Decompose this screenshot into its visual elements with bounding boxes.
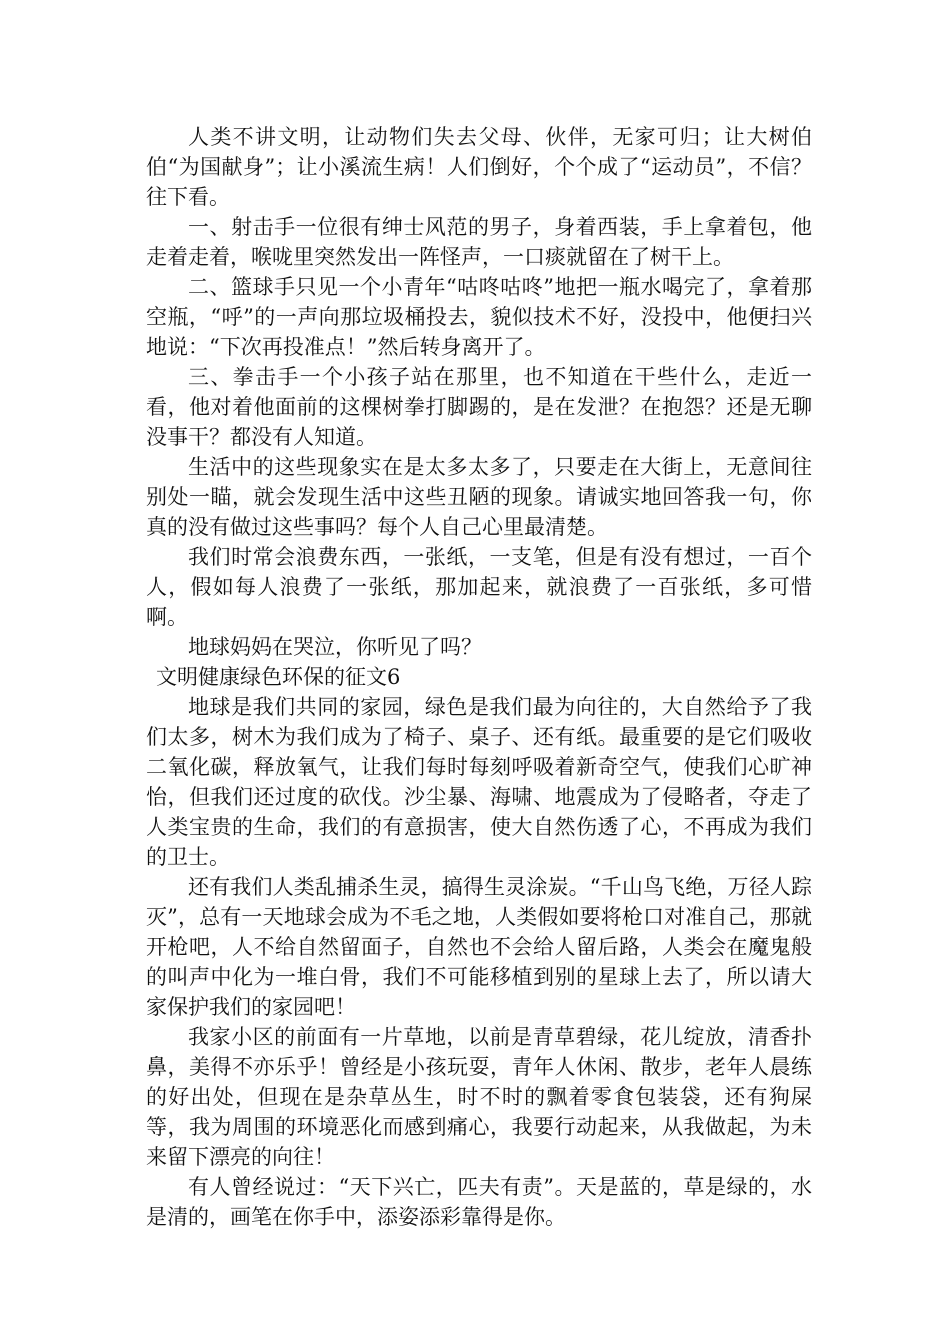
section-heading: 文明健康绿色环保的征文6 [156, 665, 401, 689]
paragraph: 地球妈妈在哭泣，你听见了吗？ [188, 635, 482, 659]
paragraph: 一、射击手一位很有绅士风范的男子，身着西装，手上拿着包，他走着走着，喉咙里突然发出一阵怪声，一口痰就留在了树干上。 [146, 215, 812, 269]
paragraph: 二、篮球手只见一个小青年“咕咚咕咚”地把一瓶水喝完了，拿着那空瓶，“呼”的一声向那垃圾桶投去，貌似技术不好，没投中，他便扫兴地说：“下次再投准点！”然后转身离开了。 [146, 275, 812, 359]
paragraph: 有人曾经说过：“天下兴亡，匹夫有责”。天是蓝的，草是绿的，水是清的，画笔在你手中，添姿添彩靠得是你。 [146, 1175, 812, 1229]
paragraph: 地球是我们共同的家园，绿色是我们最为向往的，大自然给予了我们太多，树木为我们成为了椅子、桌子、还有纸。最重要的是它们吸收二氧化碳，释放氧气，让我们每时每刻呼吸着新奇空气，使我们心旷神怡，但我们还过度的砍伐。沙尘暴、海啸、地震成为了侵略者，夺走了人类宝贵的生命，我们的有意损害，使大自然伤透了心，不再成为我们的卫士。 [146, 695, 812, 869]
paragraph: 三、拳击手一个小孩子站在那里，也不知道在干些什么，走近一看，他对着他面前的这棵树拳打脚踢的，是在发泄？在抱怨？还是无聊没事干？都没有人知道。 [146, 365, 812, 449]
paragraph: 生活中的这些现象实在是太多太多了，只要走在大街上，无意间往别处一瞄，就会发现生活中这些丑陋的现象。请诚实地回答我一句，你真的没有做过这些事吗？每个人自己心里最清楚。 [146, 455, 812, 539]
paragraph: 人类不讲文明，让动物们失去父母、伙伴，无家可归；让大树伯伯“为国献身”；让小溪流生病！人们倒好，个个成了“运动员”，不信？往下看。 [146, 125, 812, 209]
paragraph: 我家小区的前面有一片草地，以前是青草碧绿，花儿绽放，清香扑鼻，美得不亦乐乎！曾经是小孩玩耍，青年人休闲、散步，老年人晨练的好出处，但现在是杂草丛生，时不时的飘着零食包装袋，还有狗屎等，我为周围的环境恶化而感到痛心，我要行动起来，从我做起，为未来留下漂亮的向往！ [146, 1025, 812, 1169]
paragraph: 我们时常会浪费东西，一张纸，一支笔，但是有没有想过，一百个人，假如每人浪费了一张纸，那加起来，就浪费了一百张纸，多可惜啊。 [146, 545, 812, 629]
paragraph: 还有我们人类乱捕杀生灵，搞得生灵涂炭。“千山鸟飞绝，万径人踪灭”，总有一天地球会成为不毛之地，人类假如要将枪口对准自己，那就开枪吧，人不给自然留面子，自然也不会给人留后路，人类会在魔鬼般的叫声中化为一堆白骨，我们不可能移植到别的星球上去了，所以请大家保护我们的家园吧！ [146, 875, 812, 1019]
document-body [146, 122, 812, 1232]
